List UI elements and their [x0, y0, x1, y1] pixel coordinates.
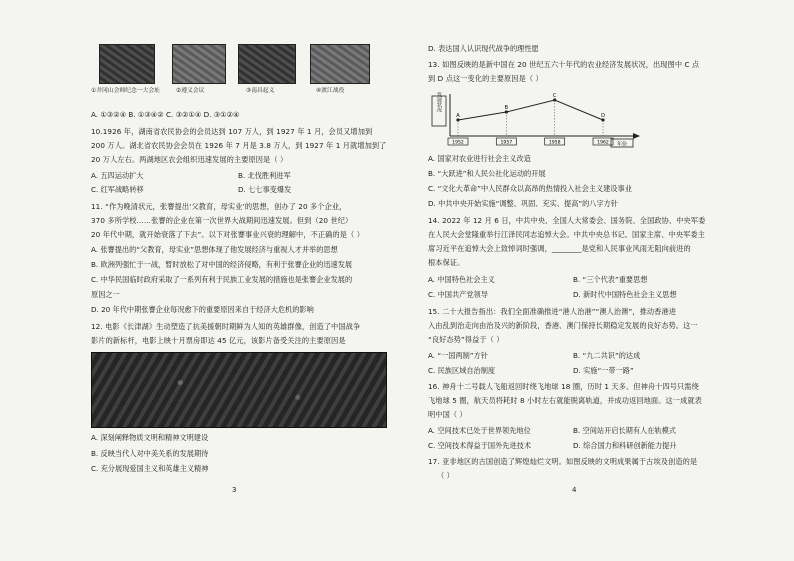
tick-label: 1958 [548, 140, 561, 146]
q16-option-c: C. 空间技术得益于国外先进技术 [428, 441, 532, 450]
tick-label: 1962 [597, 140, 609, 146]
q14-line-1: 14. 2022 年 12 月 6 日，中共中央、全国人大常委会、国务院、全国政协、中央军委 [428, 216, 706, 225]
point-label: A [456, 113, 460, 119]
q16-option-a: A. 空间技术已处于世界领先地位 [428, 426, 531, 435]
q10-line-3: 20 万人左右。两湖地区农会组织迅速发展的主要原因是（ ） [91, 155, 288, 164]
q14-line-3: 席习近平在追悼大会上致悼词时强调，________是党和人民事业风雨无阻向前进的 [428, 244, 691, 253]
q10-line-2: 200 万人。湖北省农民协会会员在 1926 年 7 月是 3.8 万人，到 1927 年 1 月就增加到了 [91, 141, 387, 150]
page-number-left: 3 [232, 486, 237, 494]
prev-option-d: D. 表达国人认识现代战争的理性愿 [428, 44, 539, 53]
q10-option-c: C. 红军战略转移 [91, 185, 144, 194]
photo-3 [238, 44, 296, 84]
q12-line-1: 12. 电影《长津湖》生动塑造了抗美援朝时期鲜为人知的英雄群像，创造了中国战争 [91, 322, 361, 331]
q14-line-2: 在人民大会堂隆重举行江泽民同志追悼大会。中共中央总书记、国家主席、中央军委主 [428, 230, 705, 239]
q13-option-a: A. 国家对农业进行社会主义改造 [428, 154, 531, 163]
q11-option-d: D. 20 年代中期张謇企业每况愈下的重要原因来自于经济大危机的影响 [91, 305, 314, 314]
q14-option-a: A. 中国特色社会主义 [428, 275, 495, 284]
q15-option-c: C. 民族区域自治制度 [428, 366, 496, 375]
film-still-image [91, 352, 387, 428]
photo-2 [172, 44, 226, 84]
q13-option-c: C. “文化大革命”中人民群众以高昂的热情投入社会主义建设事业 [428, 184, 632, 193]
q10-option-d: D. 七七事变爆发 [238, 185, 292, 194]
x-axis-arrow [633, 133, 640, 139]
q16-line-3: 明中国（ ） [428, 410, 467, 419]
q10-line-1: 10.1926 年，湖南省农民协会的会员达到 107 万人，到 1927 年 1 月，会员又增加到 [91, 127, 373, 136]
photo-caption-3: ③南昌起义 [246, 88, 275, 94]
q13-line-2: 到 D 点这一变化的主要原因是（ ） [428, 74, 543, 83]
photo-caption-1: ①井冈山会师纪念一大会址 [91, 88, 160, 94]
q14-line-4: 根本保证。 [428, 258, 465, 267]
tick-label: 1952 [452, 140, 464, 146]
left-page [88, 0, 388, 561]
q14-option-c: C. 中国共产党领导 [428, 290, 488, 299]
q14-option-d: D. 新时代中国特色社会主义思想 [573, 290, 677, 299]
q17-line-2: （ ） [437, 471, 454, 480]
q13-option-d: D. 中共中央开始实施“调整、巩固、充实、提高”的八字方针 [428, 199, 619, 208]
photo-1 [99, 44, 155, 84]
q11-option-a: A. 张謇提出的“父教育，母实业”思想体现了他发展经济与重视人才并举的思想 [91, 245, 338, 254]
q16-line-2: 飞地球 5 圈，航天员将耗时 8 小时左右就能脱离轨道，并成功返回地面。这一成就表 [428, 396, 702, 405]
x-axis-label: 年份 [616, 141, 628, 148]
q15-line-1: 15. 二十大报告指出：我们全面准确推进“港人治港”“澳人治澳”，推动香港进 [428, 307, 677, 316]
page-number-right: 4 [572, 486, 577, 494]
q9-options: A. ①③②④ B. ①③④② C. ③②①④ D. ③①②④ [91, 110, 240, 119]
q13-option-b: B. “大跃进”和人民公社化运动的开展 [428, 169, 546, 178]
q15-option-a: A. “一国两制”方针 [428, 351, 488, 360]
photo-4 [310, 44, 370, 84]
q15-line-2: 入由乱到治走向由治及兴的新阶段，香港、澳门保持长期稳定发展的良好态势。这一 [428, 321, 698, 330]
y-axis-label: 发展状况 [436, 92, 442, 112]
q16-option-d: D. 综合国力和科研创新能力提升 [573, 441, 677, 450]
point-label: D [601, 113, 605, 119]
chart-svg [428, 88, 648, 148]
tick-label: 1957 [500, 140, 513, 146]
q14-option-b: B. “三个代表”重要思想 [573, 275, 648, 284]
q10-option-b: B. 北伐胜利进军 [238, 171, 291, 180]
q11-option-b: B. 欧洲列强忙于一战，暂时放松了对中国的经济侵略，有利于张謇企业的迅速发展 [91, 260, 353, 269]
photo-caption-2: ②遵义会议 [176, 88, 205, 94]
q11-line-2: 370 多所学校……张謇的企业在第一次世界大战期间迅速发展。但到（20 世纪） [91, 216, 353, 225]
q11-option-c: C. 中华民国临时政府采取了一系列有利于民族工业发展的措施也是张謇企业发展的 [91, 275, 353, 284]
right-page [425, 0, 735, 561]
agriculture-chart [428, 88, 648, 148]
point-label: C [552, 93, 557, 99]
q10-option-a: A. 五四运动扩大 [91, 171, 144, 180]
series-line [458, 100, 603, 120]
q12-option-c: C. 充分展现爱国主义和英雄主义精神 [91, 464, 209, 473]
q12-line-2: 影片的新标杆，电影上映十月票房即达 45 亿元，该影片备受关注的主要原因是 [91, 336, 346, 345]
q11-line-1: 11. “作为晚清状元，张謇提出‘父教育，母实业’的思想，创办了 20 多个企业， [91, 202, 347, 211]
q15-line-3: “良好态势”得益于（ ） [428, 335, 504, 344]
q16-option-b: B. 空间站开启长期有人在轨模式 [573, 426, 676, 435]
q17-line-1: 17. 亚非地区的古国创造了辉煌灿烂文明。如图反映的文明成果属于古埃及创造的是 [428, 457, 698, 466]
q16-line-1: 16. 神舟十二号载人飞船返回时绕飞地球 18 圈，历时 1 天多。但神舟十四号只需绕 [428, 382, 699, 391]
q15-option-d: D. 实施“一带一路” [573, 366, 634, 375]
photo-caption-4: ④渡江战役 [316, 88, 345, 94]
point-label: B [504, 105, 509, 111]
q13-line-1: 13. 如图反映的是新中国在 20 世纪五六十年代的农业经济发展状况，出现图中 C 点 [428, 60, 700, 69]
q12-option-a: A. 深刻阐释物质文明和精神文明建设 [91, 433, 209, 442]
q11-line-3: 20 年代中期，就开始衰落了下去”。以下对张謇事业兴衰的理解中，不正确的是（ ） [91, 230, 365, 239]
q11-option-c-cont: 原因之一 [91, 290, 120, 299]
q15-option-b: B. “九二共识”的达成 [573, 351, 641, 360]
q12-option-b: B. 反映当代人对中美关系的发展期待 [91, 449, 209, 458]
